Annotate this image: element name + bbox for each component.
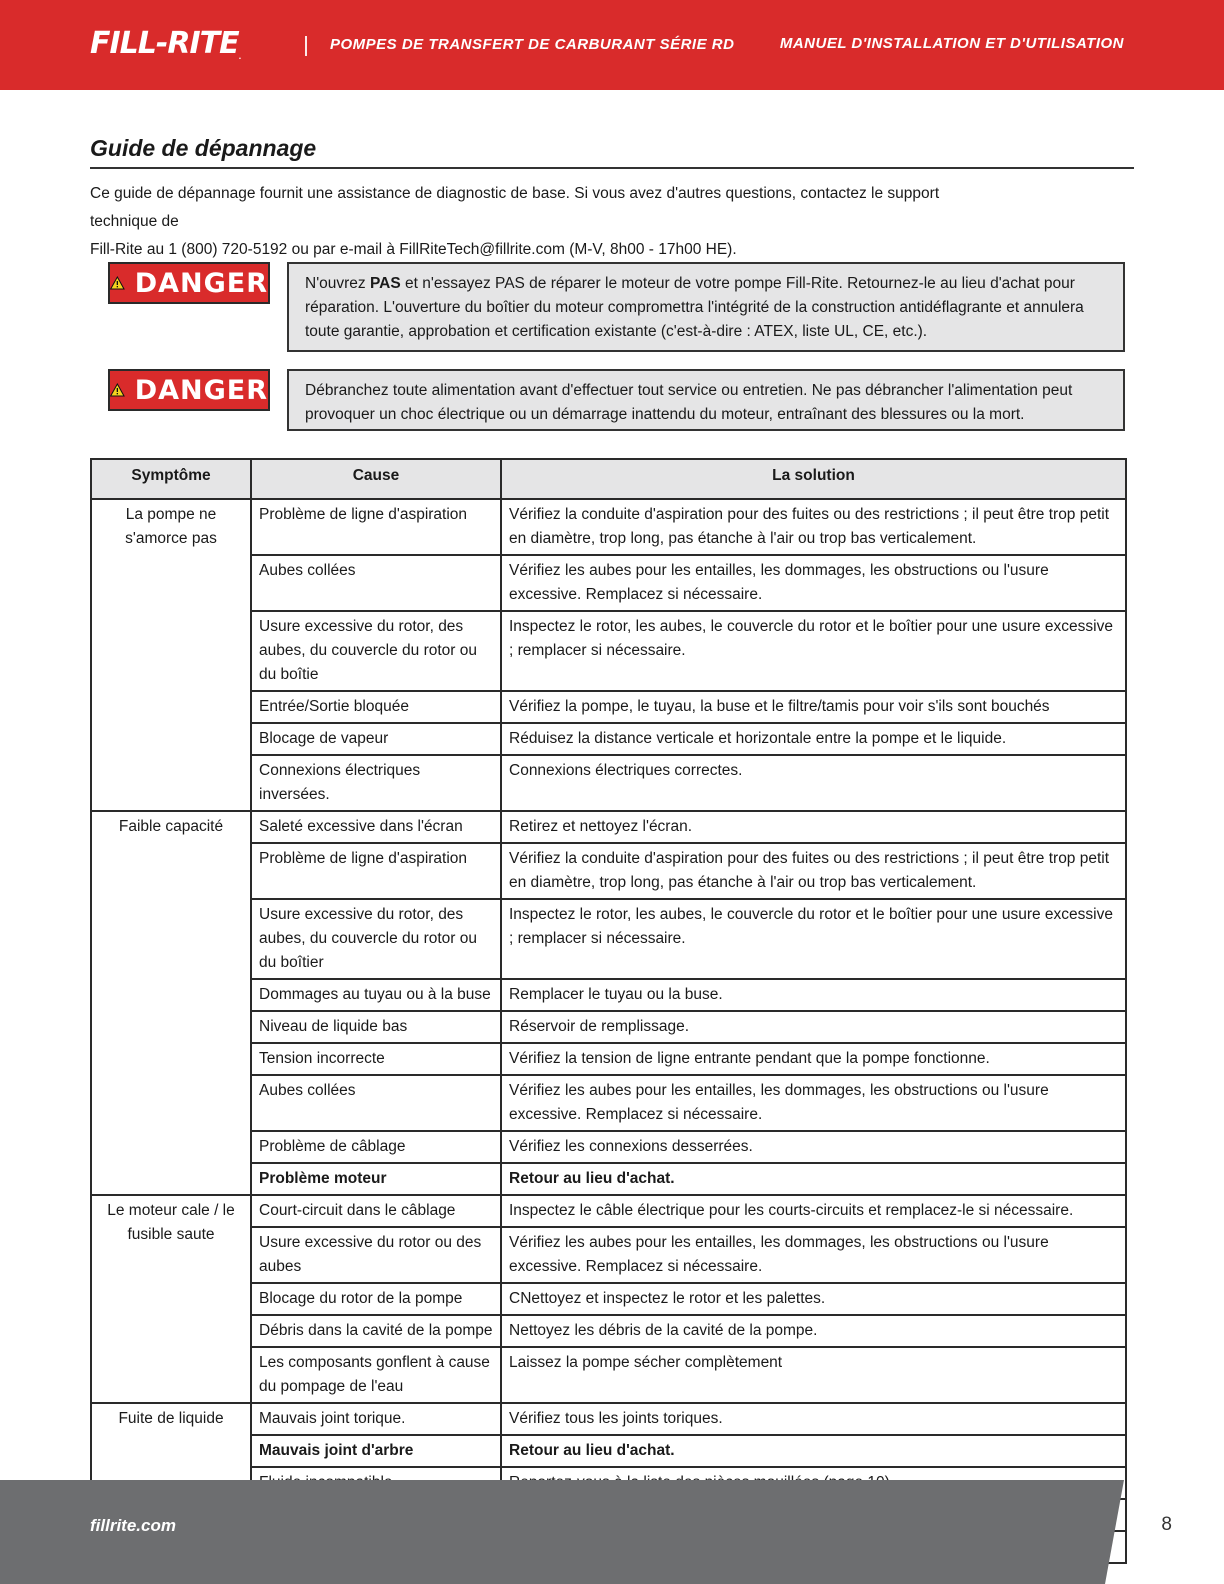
- intro-line: Fill-Rite au 1 (800) 720-5192 ou par e-mail à FillRiteTech@fillrite.com (M-V, 8h00 - 17h00 HE).: [90, 241, 737, 258]
- solution-cell: Réduisez la distance verticale et horizontale entre la pompe et le liquide.: [501, 723, 1126, 755]
- section-divider: [90, 167, 1134, 169]
- cause-cell: Court-circuit dans le câblage: [251, 1195, 501, 1227]
- solution-cell: Inspectez le rotor, les aubes, le couvercle du rotor et le boîtier pour une usure excessive ; remplacer si nécessaire.: [501, 611, 1126, 691]
- cause-cell: Mauvais joint d'arbre: [251, 1435, 501, 1467]
- table-row: [91, 1403, 1126, 1435]
- danger-text: N'ouvrez: [305, 275, 370, 292]
- table-row: [91, 499, 1126, 555]
- symptom-cell: Fuite de liquide: [91, 1403, 251, 1563]
- troubleshooting-table: [90, 458, 1127, 1564]
- solution-cell: Vérifiez les connexions desserrées.: [501, 1131, 1126, 1163]
- cause-cell: Usure excessive du rotor, des aubes, du couvercle du rotor ou du boîtier: [251, 899, 501, 979]
- solution-cell: CNettoyez et inspectez le rotor et les palettes.: [501, 1283, 1126, 1315]
- intro-paragraph: [90, 180, 1010, 264]
- solution-cell: Nettoyez les débris de la cavité de la pompe.: [501, 1315, 1126, 1347]
- header-product-title: POMPES DE TRANSFERT DE CARBURANT SÉRIE RD: [330, 36, 735, 53]
- intro-line: Ce guide de dépannage fournit une assistance de diagnostic de base. Si vous avez d'autres questions, contactez le support technique de: [90, 185, 940, 230]
- cause-cell: Les composants gonflent à cause du pompage de l'eau: [251, 1347, 501, 1403]
- cause-cell: Aubes collées: [251, 1075, 501, 1131]
- cause-cell: Problème moteur: [251, 1163, 501, 1195]
- header-separator: [305, 36, 307, 56]
- solution-cell: Réservoir de remplissage.: [501, 1011, 1126, 1043]
- symptom-cell: Faible capacité: [91, 811, 251, 1195]
- column-header-cause: Cause: [251, 459, 501, 499]
- symptom-cell: Le moteur cale / le fusible saute: [91, 1195, 251, 1403]
- cause-cell: Usure excessive du rotor ou des aubes: [251, 1227, 501, 1283]
- page-header: [0, 0, 1224, 90]
- danger-text: et n'essayez PAS de réparer le moteur de votre pompe Fill-Rite. Retournez-le au lieu d'achat pour réparation. L'ouverture du boîtier du moteur compromettra l'intégrité de la construction antidéflagrante et annulera toute garantie, approbation et certification existante (c'est-à-dire : ATEX, liste UL, CE, etc.).: [305, 275, 1084, 340]
- solution-cell: Vérifiez la tension de ligne entrante pendant que la pompe fonctionne.: [501, 1043, 1126, 1075]
- footer-band: [0, 1480, 1224, 1584]
- logo-trademark: .: [238, 53, 241, 61]
- table-row: [91, 1195, 1126, 1227]
- column-header-solution: La solution: [501, 459, 1126, 499]
- cause-cell: Dommages au tuyau ou à la buse: [251, 979, 501, 1011]
- cause-cell: Aubes collées: [251, 555, 501, 611]
- cause-cell: Saleté excessive dans l'écran: [251, 811, 501, 843]
- section-title: Guide de dépannage: [90, 135, 317, 161]
- danger-text: Débranchez toute alimentation avant d'effectuer tout service ou entretien. Ne pas débrancher l'alimentation peut provoquer un choc électrique ou un démarrage inattendu du moteur, entraînant des blessures ou la mort.: [305, 382, 1073, 423]
- header-manual-title: MANUEL D'INSTALLATION ET D'UTILISATION: [779, 35, 1124, 52]
- solution-cell: Inspectez le câble électrique pour les courts-circuits et remplacez-le si nécessaire.: [501, 1195, 1126, 1227]
- page-footer: [0, 1480, 1224, 1584]
- cause-cell: Débris dans la cavité de la pompe: [251, 1315, 501, 1347]
- solution-cell: Inspectez le rotor, les aubes, le couvercle du rotor et le boîtier pour une usure excessive ; remplacer si nécessaire.: [501, 899, 1126, 979]
- solution-cell: Vérifiez les aubes pour les entailles, les dommages, les obstructions ou l'usure excessive. Remplacez si nécessaire.: [501, 1075, 1126, 1131]
- solution-cell: Vérifiez la conduite d'aspiration pour des fuites ou des restrictions ; il peut être trop petit en diamètre, trop long, pas étanche à l'air ou trop bas verticalement.: [501, 499, 1126, 555]
- cause-cell: Entrée/Sortie bloquée: [251, 691, 501, 723]
- danger-label: DANGER: [134, 267, 268, 299]
- page-number: 8: [1161, 1514, 1172, 1535]
- solution-cell: Vérifiez les aubes pour les entailles, les dommages, les obstructions ou l'usure excessive. Remplacez si nécessaire.: [501, 1227, 1126, 1283]
- solution-cell: Vérifiez les aubes pour les entailles, les dommages, les obstructions ou l'usure excessive. Remplacez si nécessaire.: [501, 555, 1126, 611]
- solution-cell: Vérifiez tous les joints toriques.: [501, 1403, 1126, 1435]
- cause-cell: Mauvais joint torique.: [251, 1403, 501, 1435]
- cause-cell: Blocage du rotor de la pompe: [251, 1283, 501, 1315]
- cause-cell: Problème de câblage: [251, 1131, 501, 1163]
- solution-cell: Vérifiez la pompe, le tuyau, la buse et le filtre/tamis pour voir s'ils sont bouchés: [501, 691, 1126, 723]
- cause-cell: Niveau de liquide bas: [251, 1011, 501, 1043]
- danger-message: [287, 369, 1125, 431]
- solution-cell: Laissez la pompe sécher complètement: [501, 1347, 1126, 1403]
- danger-badge: [108, 262, 270, 304]
- danger-label: DANGER: [134, 374, 268, 406]
- solution-cell: Retirez et nettoyez l'écran.: [501, 811, 1126, 843]
- solution-cell: Retour au lieu d'achat.: [501, 1435, 1126, 1467]
- solution-cell: Remplacer le tuyau ou la buse.: [501, 979, 1126, 1011]
- logo-text: FILL-RITE: [90, 26, 239, 61]
- cause-cell: Problème de ligne d'aspiration: [251, 499, 501, 555]
- danger-message: [287, 262, 1125, 352]
- solution-cell: Connexions électriques correctes.: [501, 755, 1126, 811]
- danger-text-emphasis: PAS: [369, 275, 401, 292]
- fill-rite-logo: [90, 26, 240, 61]
- solution-cell: Vérifiez la conduite d'aspiration pour des fuites ou des restrictions ; il peut être trop petit en diamètre, trop long, pas étanche à l'air ou trop bas verticalement.: [501, 843, 1126, 899]
- cause-cell: Usure excessive du rotor, des aubes, du couvercle du rotor ou du boîtie: [251, 611, 501, 691]
- cause-cell: Connexions électriques inversées.: [251, 755, 501, 811]
- table-row: [91, 811, 1126, 843]
- warning-triangle-icon: [110, 273, 125, 293]
- column-header-symptom: Symptôme: [91, 459, 251, 499]
- table-header-row: [91, 459, 1126, 499]
- footer-website: fillrite.com: [90, 1516, 176, 1535]
- symptom-cell: La pompe ne s'amorce pas: [91, 499, 251, 811]
- cause-cell: Problème de ligne d'aspiration: [251, 843, 501, 899]
- cause-cell: Tension incorrecte: [251, 1043, 501, 1075]
- danger-badge: [108, 369, 270, 411]
- solution-cell: Retour au lieu d'achat.: [501, 1163, 1126, 1195]
- warning-triangle-icon: [110, 380, 125, 400]
- cause-cell: Blocage de vapeur: [251, 723, 501, 755]
